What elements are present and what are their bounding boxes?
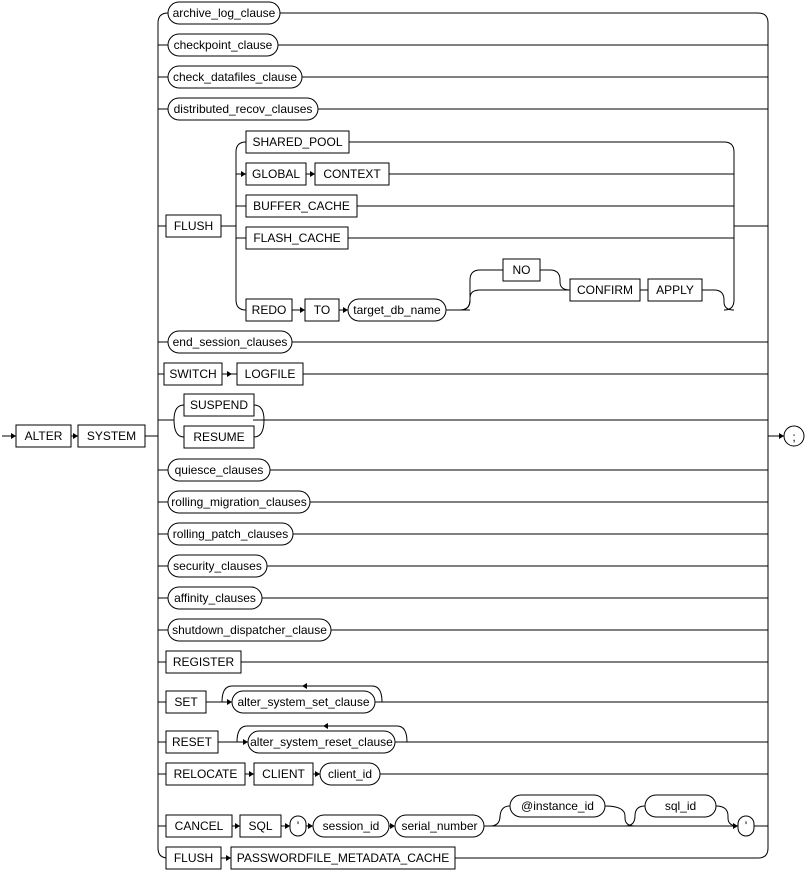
keyword-flash-cache: FLASH_CACHE bbox=[253, 231, 341, 245]
keyword-set: SET bbox=[174, 695, 198, 709]
label-target-db-name: target_db_name bbox=[353, 303, 441, 317]
label-check-datafiles-clause: check_datafiles_clause bbox=[172, 70, 298, 84]
label-affinity-clauses: affinity_clauses bbox=[174, 591, 256, 605]
label-security-clauses: security_clauses bbox=[173, 559, 262, 573]
label-alter-system-reset-clause: alter_system_reset_clause bbox=[250, 735, 393, 749]
label-alter-system-set-clause: alter_system_set_clause bbox=[237, 695, 370, 709]
label-serial-number: serial_number bbox=[401, 819, 478, 833]
keyword-flush-2: FLUSH bbox=[173, 851, 214, 865]
label-distributed-recov-clauses: distributed_recov_clauses bbox=[173, 102, 313, 116]
keyword-redo: REDO bbox=[251, 303, 287, 317]
keyword-sql: SQL bbox=[248, 819, 273, 833]
keyword-passwordfile-metadata-cache: PASSWORDFILE_METADATA_CACHE bbox=[236, 851, 450, 865]
keyword-flush: FLUSH bbox=[173, 219, 214, 233]
keyword-confirm: CONFIRM bbox=[577, 283, 633, 297]
keyword-reset: RESET bbox=[171, 735, 213, 749]
keyword-global: GLOBAL bbox=[251, 167, 301, 181]
label-sql-id: sql_id bbox=[664, 799, 697, 813]
label-end-session-clauses: end_session_clauses bbox=[172, 335, 288, 349]
label-checkpoint-clause: checkpoint_clause bbox=[173, 38, 273, 52]
label-instance-id: @instance_id bbox=[521, 799, 594, 813]
keyword-shared-pool: SHARED_POOL bbox=[252, 135, 343, 149]
label-rolling-patch-clauses: rolling_patch_clauses bbox=[172, 527, 289, 541]
keyword-cancel: CANCEL bbox=[174, 819, 224, 833]
keyword-register: REGISTER bbox=[172, 655, 235, 669]
branch-nodes bbox=[164, 2, 754, 869]
quote-close: ' bbox=[744, 819, 748, 833]
label-archive-log-clause: archive_log_clause bbox=[172, 6, 276, 20]
keyword-apply: APPLY bbox=[656, 283, 694, 297]
keyword-buffer-cache: BUFFER_CACHE bbox=[253, 199, 350, 213]
keyword-client: CLIENT bbox=[262, 767, 305, 781]
terminator-semicolon: ; bbox=[792, 430, 796, 444]
keyword-resume: RESUME bbox=[193, 430, 245, 444]
keyword-alter: ALTER bbox=[24, 429, 63, 443]
keyword-no: NO bbox=[512, 263, 531, 277]
keyword-relocate: RELOCATE bbox=[173, 767, 238, 781]
label-quiesce-clauses: quiesce_clauses bbox=[174, 463, 264, 477]
keyword-context: CONTEXT bbox=[323, 167, 381, 181]
keyword-suspend: SUSPEND bbox=[189, 398, 249, 412]
keyword-logfile: LOGFILE bbox=[244, 367, 296, 381]
label-shutdown-dispatcher-clause: shutdown_dispatcher_clause bbox=[172, 623, 327, 637]
quote-open: ' bbox=[296, 819, 300, 833]
keyword-to: TO bbox=[313, 303, 331, 317]
arrowheads bbox=[11, 171, 784, 861]
label-rolling-migration-clauses: rolling_migration_clauses bbox=[171, 495, 307, 509]
label-session-id: session_id bbox=[322, 819, 380, 833]
keyword-system: SYSTEM bbox=[86, 429, 137, 443]
keyword-switch: SWITCH bbox=[169, 367, 217, 381]
terminator bbox=[784, 426, 804, 446]
label-client-id: client_id bbox=[327, 767, 373, 781]
start-keywords bbox=[16, 425, 145, 447]
